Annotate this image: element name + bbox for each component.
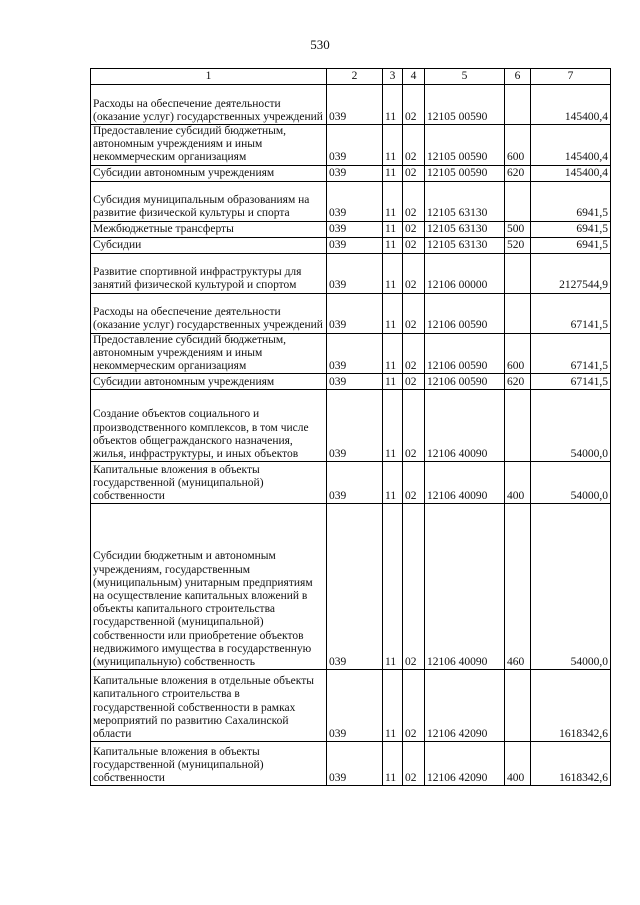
row-amount: 67141,5 bbox=[531, 293, 611, 333]
row-type: 500 bbox=[505, 221, 531, 237]
row-ministry: 039 bbox=[327, 293, 383, 333]
column-header: 1 bbox=[91, 69, 327, 85]
row-type bbox=[505, 390, 531, 462]
row-target: 12106 00000 bbox=[425, 253, 505, 293]
table-row bbox=[91, 85, 611, 125]
row-target: 12106 42090 bbox=[425, 670, 505, 742]
row-subsection: 02 bbox=[403, 390, 425, 462]
row-name: Капитальные вложения в объекты государственной (муниципальной) собственности bbox=[91, 742, 327, 786]
column-header: 7 bbox=[531, 69, 611, 85]
row-subsection: 02 bbox=[403, 462, 425, 504]
row-section: 11 bbox=[383, 670, 403, 742]
row-subsection: 02 bbox=[403, 333, 425, 374]
row-section: 11 bbox=[383, 237, 403, 253]
table-row bbox=[91, 125, 611, 166]
row-section: 11 bbox=[383, 85, 403, 125]
row-type: 620 bbox=[505, 374, 531, 390]
row-amount: 6941,5 bbox=[531, 221, 611, 237]
table-row bbox=[91, 742, 611, 786]
column-header: 6 bbox=[505, 69, 531, 85]
row-section: 11 bbox=[383, 293, 403, 333]
row-name: Расходы на обеспечение деятельности (оказание услуг) государственных учреждений bbox=[91, 85, 327, 125]
row-amount: 54000,0 bbox=[531, 504, 611, 670]
row-amount: 145400,4 bbox=[531, 165, 611, 181]
row-type: 520 bbox=[505, 237, 531, 253]
row-ministry: 039 bbox=[327, 670, 383, 742]
row-ministry: 039 bbox=[327, 253, 383, 293]
row-target: 12105 63130 bbox=[425, 181, 505, 221]
row-ministry: 039 bbox=[327, 462, 383, 504]
table-row bbox=[91, 504, 611, 670]
row-type bbox=[505, 85, 531, 125]
row-name: Субсидии бюджетным и автономным учреждениям, государственным (муниципальным) унитарным предприятиям на осуществление капитальных вложений в объекты капитального строительства государственной (муниципальной) собственности или приобретение объектов недвижимого имущества в государственную (муниципальную) собственность bbox=[91, 504, 327, 670]
row-name: Предоставление субсидий бюджетным, автономным учреждениям и иным некоммерческим организациям bbox=[91, 125, 327, 166]
row-name: Капитальные вложения в объекты государственной (муниципальной) собственности bbox=[91, 462, 327, 504]
row-type: 400 bbox=[505, 742, 531, 786]
row-ministry: 039 bbox=[327, 181, 383, 221]
row-type: 400 bbox=[505, 462, 531, 504]
row-section: 11 bbox=[383, 374, 403, 390]
row-subsection: 02 bbox=[403, 237, 425, 253]
row-target: 12105 63130 bbox=[425, 237, 505, 253]
column-header: 2 bbox=[327, 69, 383, 85]
row-section: 11 bbox=[383, 165, 403, 181]
row-type: 600 bbox=[505, 125, 531, 166]
row-target: 12106 42090 bbox=[425, 742, 505, 786]
row-name: Субсидии автономным учреждениям bbox=[91, 165, 327, 181]
row-target: 12105 00590 bbox=[425, 165, 505, 181]
row-amount: 1618342,6 bbox=[531, 670, 611, 742]
row-ministry: 039 bbox=[327, 85, 383, 125]
header-row bbox=[91, 69, 611, 85]
row-name: Создание объектов социального и производственного комплексов, в том числе объектов общегражданского назначения, жилья, инфраструктуры, и иных объектов bbox=[91, 390, 327, 462]
row-subsection: 02 bbox=[403, 221, 425, 237]
row-target: 12106 40090 bbox=[425, 504, 505, 670]
table-row bbox=[91, 333, 611, 374]
row-type: 600 bbox=[505, 333, 531, 374]
row-target: 12105 63130 bbox=[425, 221, 505, 237]
row-name: Субсидии bbox=[91, 237, 327, 253]
table-row bbox=[91, 253, 611, 293]
table-row bbox=[91, 374, 611, 390]
row-subsection: 02 bbox=[403, 670, 425, 742]
table-row bbox=[91, 221, 611, 237]
row-type bbox=[505, 293, 531, 333]
column-header: 3 bbox=[383, 69, 403, 85]
row-amount: 67141,5 bbox=[531, 333, 611, 374]
row-section: 11 bbox=[383, 504, 403, 670]
row-amount: 6941,5 bbox=[531, 181, 611, 221]
row-section: 11 bbox=[383, 333, 403, 374]
table-row bbox=[91, 670, 611, 742]
column-header: 4 bbox=[403, 69, 425, 85]
row-amount: 6941,5 bbox=[531, 237, 611, 253]
row-amount: 145400,4 bbox=[531, 125, 611, 166]
row-name: Субсидии автономным учреждениям bbox=[91, 374, 327, 390]
row-name: Капитальные вложения в отдельные объекты капитального строительства в государственной собственности в рамках мероприятий по развитию Сахалинской области bbox=[91, 670, 327, 742]
row-name: Предоставление субсидий бюджетным, автономным учреждениям и иным некоммерческим организациям bbox=[91, 333, 327, 374]
row-target: 12105 00590 bbox=[425, 85, 505, 125]
row-section: 11 bbox=[383, 390, 403, 462]
row-subsection: 02 bbox=[403, 504, 425, 670]
row-section: 11 bbox=[383, 462, 403, 504]
row-ministry: 039 bbox=[327, 221, 383, 237]
row-subsection: 02 bbox=[403, 374, 425, 390]
row-target: 12105 00590 bbox=[425, 125, 505, 166]
row-subsection: 02 bbox=[403, 85, 425, 125]
row-ministry: 039 bbox=[327, 504, 383, 670]
row-ministry: 039 bbox=[327, 165, 383, 181]
row-subsection: 02 bbox=[403, 293, 425, 333]
row-subsection: 02 bbox=[403, 742, 425, 786]
row-type bbox=[505, 253, 531, 293]
row-type bbox=[505, 670, 531, 742]
row-amount: 1618342,6 bbox=[531, 742, 611, 786]
budget-table bbox=[90, 68, 611, 786]
table-row bbox=[91, 390, 611, 462]
row-target: 12106 00590 bbox=[425, 293, 505, 333]
row-target: 12106 00590 bbox=[425, 333, 505, 374]
row-subsection: 02 bbox=[403, 125, 425, 166]
row-section: 11 bbox=[383, 125, 403, 166]
table-row bbox=[91, 181, 611, 221]
row-name: Расходы на обеспечение деятельности (оказание услуг) государственных учреждений bbox=[91, 293, 327, 333]
row-name: Развитие спортивной инфраструктуры для занятий физической культурой и спортом bbox=[91, 253, 327, 293]
row-ministry: 039 bbox=[327, 237, 383, 253]
row-name: Межбюджетные трансферты bbox=[91, 221, 327, 237]
row-amount: 54000,0 bbox=[531, 462, 611, 504]
page-number: 530 bbox=[310, 37, 330, 52]
row-ministry: 039 bbox=[327, 374, 383, 390]
row-ministry: 039 bbox=[327, 742, 383, 786]
table-row bbox=[91, 462, 611, 504]
table-row bbox=[91, 165, 611, 181]
row-subsection: 02 bbox=[403, 165, 425, 181]
row-name: Субсидия муниципальным образованиям на развитие физической культуры и спорта bbox=[91, 181, 327, 221]
row-section: 11 bbox=[383, 181, 403, 221]
row-target: 12106 00590 bbox=[425, 374, 505, 390]
row-subsection: 02 bbox=[403, 181, 425, 221]
row-ministry: 039 bbox=[327, 333, 383, 374]
row-type bbox=[505, 181, 531, 221]
row-target: 12106 40090 bbox=[425, 390, 505, 462]
row-section: 11 bbox=[383, 221, 403, 237]
table-row bbox=[91, 293, 611, 333]
row-ministry: 039 bbox=[327, 125, 383, 166]
row-subsection: 02 bbox=[403, 253, 425, 293]
row-section: 11 bbox=[383, 742, 403, 786]
row-amount: 54000,0 bbox=[531, 390, 611, 462]
row-amount: 145400,4 bbox=[531, 85, 611, 125]
row-section: 11 bbox=[383, 253, 403, 293]
row-amount: 67141,5 bbox=[531, 374, 611, 390]
table-row bbox=[91, 237, 611, 253]
row-target: 12106 40090 bbox=[425, 462, 505, 504]
row-type: 460 bbox=[505, 504, 531, 670]
row-type: 620 bbox=[505, 165, 531, 181]
column-header: 5 bbox=[425, 69, 505, 85]
row-ministry: 039 bbox=[327, 390, 383, 462]
row-amount: 2127544,9 bbox=[531, 253, 611, 293]
